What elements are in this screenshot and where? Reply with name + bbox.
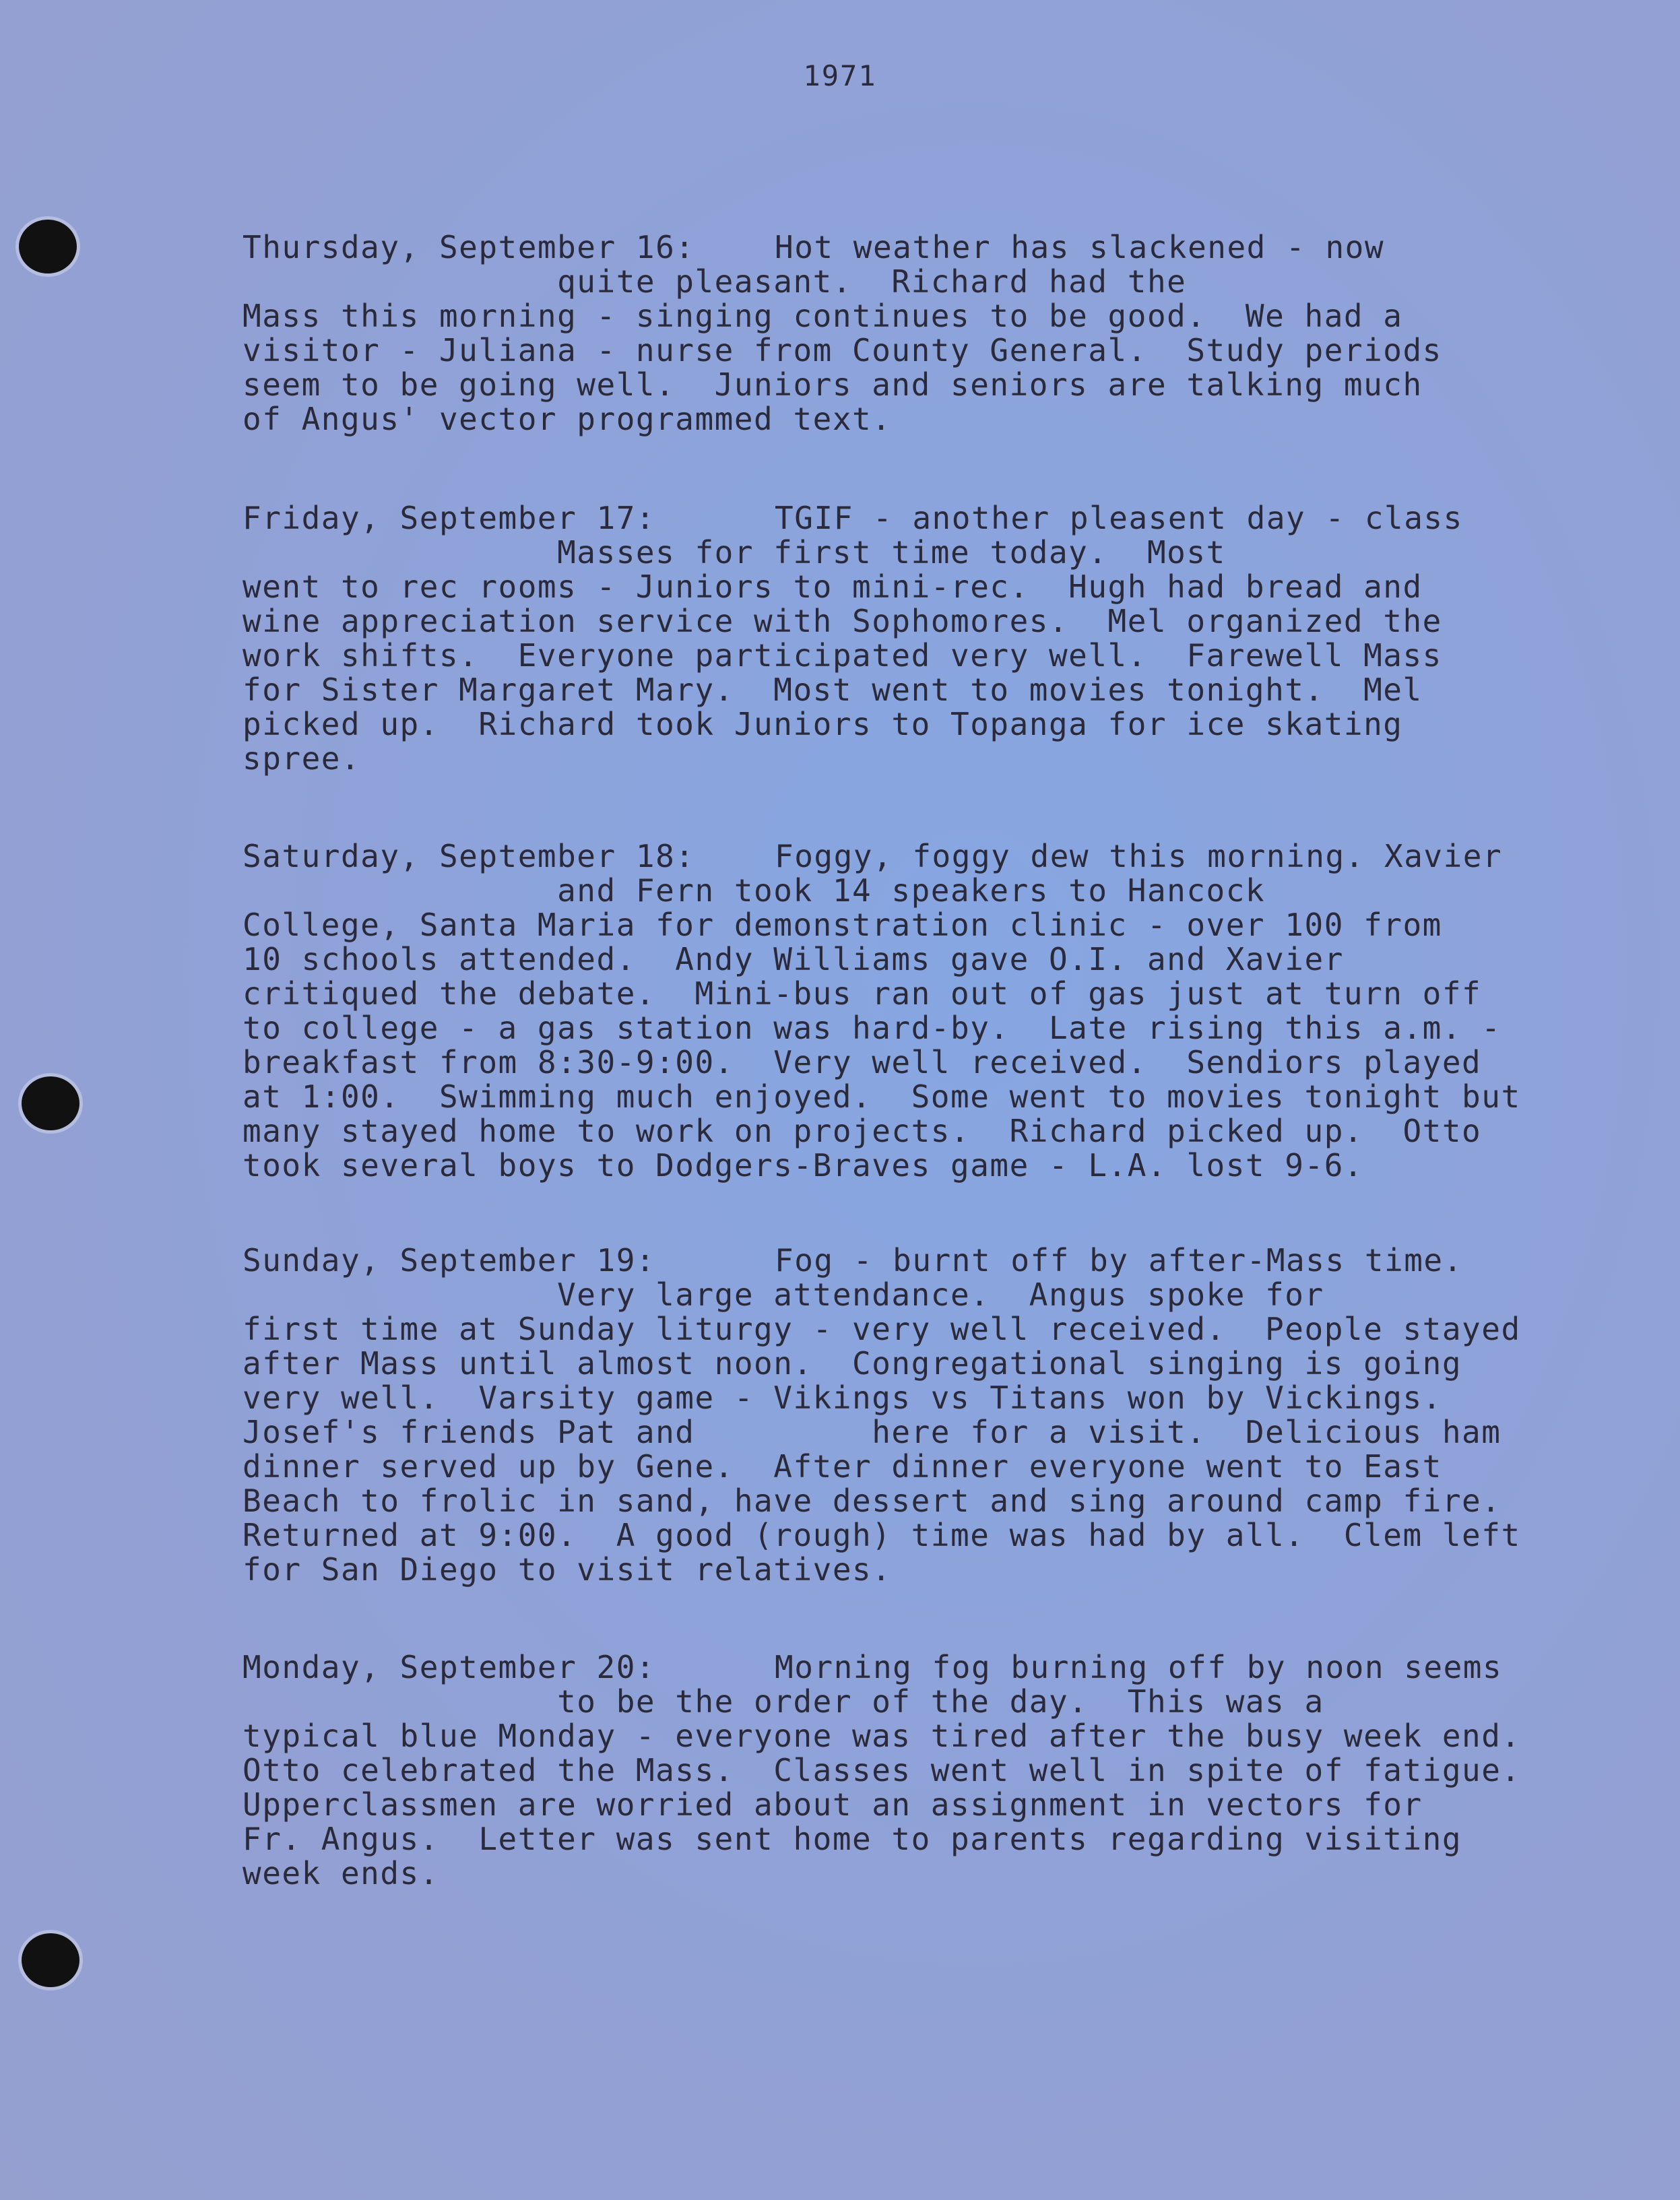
entry-line: quite pleasant. Richard had the: [243, 263, 1187, 300]
entry-line: very well. Varsity game - Vikings vs Titans won by Vickings.: [243, 1380, 1442, 1416]
entry-line: to be the order of the day. This was a: [243, 1683, 1324, 1720]
entry-line: Fr. Angus. Letter was sent home to parents regarding visiting: [243, 1821, 1462, 1857]
entry-line: at 1:00. Swimming much enjoyed. Some went to movies tonight but: [243, 1078, 1521, 1115]
entry-line: many stayed home to work on projects. Richard picked up. Otto: [243, 1113, 1482, 1149]
diary-entry: [243, 230, 1590, 436]
entry-line: to college - a gas station was hard-by. Late rising this a.m. -: [243, 1010, 1501, 1046]
entry-heading-line: [243, 1650, 1590, 1685]
entry-line: Upperclassmen are worried about an assignment in vectors for: [243, 1786, 1423, 1823]
entry-first-line: Fog - burnt off by after-Mass time.: [775, 1242, 1463, 1279]
entry-line: wine appreciation service with Sophomores. Mel organized the: [243, 603, 1442, 639]
entry-line: breakfast from 8:30-9:00. Very well received. Sendiors played: [243, 1044, 1482, 1080]
entry-first-line: Hot weather has slackened - now: [775, 229, 1385, 265]
entry-date: Saturday, September 18:: [243, 838, 695, 874]
entry-line: Very large attendance. Angus spoke for: [243, 1276, 1324, 1313]
entry-line: Mass this morning - singing continues to be good. We had a: [243, 298, 1403, 334]
binder-hole-middle: [22, 1076, 79, 1130]
diary-entry: [243, 1650, 1590, 1891]
entry-line: Josef's friends Pat and here for a visit. Delicious ham: [243, 1414, 1501, 1450]
entry-line: seem to be going well. Juniors and seniors are talking much: [243, 366, 1423, 403]
entry-line: for Sister Margaret Mary. Most went to movies tonight. Mel: [243, 672, 1423, 708]
entry-first-line: Morning fog burning off by noon seems: [775, 1649, 1503, 1685]
binder-hole-bottom: [22, 1933, 79, 1987]
entry-line: spree.: [243, 740, 361, 777]
entry-line: typical blue Monday - everyone was tired after the busy week end.: [243, 1718, 1521, 1754]
entry-line: work shifts. Everyone participated very well. Farewell Mass: [243, 637, 1442, 674]
entry-line: after Mass until almost noon. Congregational singing is going: [243, 1345, 1462, 1382]
entry-line: for San Diego to visit relatives.: [243, 1551, 892, 1588]
entry-date: Monday, September 20:: [243, 1649, 656, 1685]
entry-line: Returned at 9:00. A good (rough) time was had by all. Clem left: [243, 1517, 1521, 1553]
entry-line: Otto celebrated the Mass. Classes went well in spite of fatigue.: [243, 1752, 1521, 1788]
diary-entry: [243, 1243, 1590, 1587]
entry-heading-line: [243, 501, 1590, 536]
entry-line: critiqued the debate. Mini-bus ran out of gas just at turn off: [243, 975, 1482, 1012]
entry-line: took several boys to Dodgers-Braves game - L.A. lost 9-6.: [243, 1147, 1364, 1184]
entry-line: picked up. Richard took Juniors to Topanga for ice skating: [243, 706, 1403, 742]
entry-line: and Fern took 14 speakers to Hancock: [243, 872, 1266, 909]
entry-date: Friday, September 17:: [243, 500, 656, 536]
entry-line: College, Santa Maria for demonstration clinic - over 100 from: [243, 907, 1442, 943]
entry-line: 10 schools attended. Andy Williams gave O.I. and Xavier: [243, 941, 1344, 977]
entry-first-line: Foggy, foggy dew this morning. Xavier: [775, 838, 1503, 874]
diary-entry: [243, 501, 1590, 776]
entry-heading-line: [243, 839, 1590, 874]
entry-heading-line: [243, 230, 1590, 265]
binder-hole-top: [19, 220, 77, 273]
entry-line: visitor - Juliana - nurse from County General. Study periods: [243, 332, 1442, 368]
diary-entry: [243, 839, 1590, 1183]
entry-line: week ends.: [243, 1855, 439, 1891]
entry-line: Masses for first time today. Most: [243, 534, 1226, 571]
entry-line: went to rec rooms - Juniors to mini-rec. Hugh had bread and: [243, 569, 1423, 605]
entry-date: Thursday, September 16:: [243, 229, 695, 265]
entry-date: Sunday, September 19:: [243, 1242, 656, 1279]
entry-line: first time at Sunday liturgy - very well received. People stayed: [243, 1311, 1521, 1347]
entry-line: of Angus' vector programmed text.: [243, 401, 892, 437]
entry-heading-line: [243, 1243, 1590, 1278]
entry-line: dinner served up by Gene. After dinner everyone went to East: [243, 1448, 1442, 1485]
entry-first-line: TGIF - another pleasent day - class: [775, 500, 1463, 536]
page-number: 1971: [803, 59, 877, 92]
entry-line: Beach to frolic in sand, have dessert and sing around camp fire.: [243, 1483, 1501, 1519]
